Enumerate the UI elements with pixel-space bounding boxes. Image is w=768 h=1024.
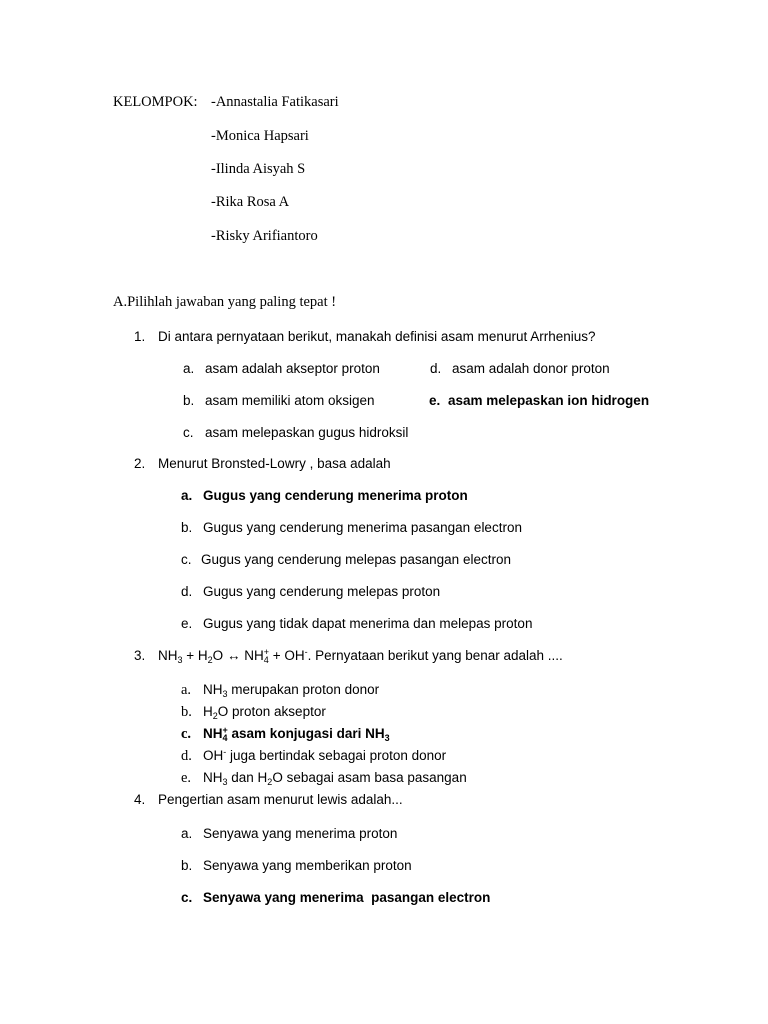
question-number: 2. — [134, 456, 146, 471]
option-letter: d. — [181, 748, 192, 764]
section-title: A.Pilihlah jawaban yang paling tepat ! — [113, 294, 337, 310]
group-member: -Rika Rosa A — [211, 194, 290, 210]
option-letter: c. — [183, 425, 194, 440]
question-text: Pengertian asam menurut lewis adalah... — [158, 792, 403, 807]
group-member: -Risky Arifiantoro — [211, 228, 318, 244]
option-text: asam melepaskan gugus hidroksil — [205, 425, 409, 440]
group-member: -Annastalia Fatikasari — [211, 94, 339, 110]
option-text: Gugus yang cenderung melepas pasangan electron — [201, 552, 511, 567]
option-letter-correct: c. — [181, 890, 193, 905]
option-letter: d. — [430, 361, 442, 376]
question-number: 4. — [134, 792, 146, 807]
option-text: Gugus yang cenderung menerima pasangan electron — [203, 520, 522, 535]
question-number: 1. — [134, 329, 146, 344]
option-text: asam adalah donor proton — [452, 361, 610, 376]
option-letter: a. — [183, 361, 195, 376]
option-letter-correct: a. — [181, 488, 193, 503]
option-letter: c. — [181, 552, 192, 567]
option-text-correct: $NH_4^+$ asam konjugasi dari $NH_3$ — [203, 725, 390, 743]
question-equation: $NH_3 + H_2O$ ↔ $NH_4^+ + OH^-$. Pernyataan berikut yang benar adalah .... — [158, 647, 563, 665]
option-letter-correct: c. — [181, 726, 192, 742]
option-text: OH- juga bertindak sebagai proton donor — [203, 747, 447, 763]
option-text: Senyawa yang memberikan proton — [203, 858, 412, 873]
option-text: $NH_3$ merupakan proton donor — [203, 682, 380, 699]
option-text-correct: Gugus yang cenderung menerima proton — [203, 488, 468, 503]
option-text: Senyawa yang menerima proton — [203, 826, 398, 841]
group-label: KELOMPOK: — [113, 94, 198, 110]
option-text-correct: asam melepaskan ion hidrogen — [448, 393, 650, 408]
option-letter: b. — [183, 393, 195, 408]
option-letter: a. — [181, 682, 192, 698]
option-letter: d. — [181, 584, 193, 599]
question-text: Di antara pernyataan berikut, manakah definisi asam menurut Arrhenius? — [158, 329, 596, 344]
option-text: Gugus yang tidak dapat menerima dan melepas proton — [203, 616, 533, 631]
option-text: $NH_3$ dan $H_2O$ sebagai asam basa pasangan — [203, 770, 467, 787]
option-text: asam adalah akseptor proton — [205, 361, 380, 376]
option-letter: b. — [181, 520, 193, 535]
double-arrow-icon: ↔ — [226, 648, 241, 663]
question-number: 3. — [134, 648, 146, 663]
option-letter: b. — [181, 704, 192, 720]
option-letter: b. — [181, 858, 193, 873]
option-text: $H_2O$ proton akseptor — [203, 704, 326, 721]
option-text: asam memiliki atom oksigen — [205, 393, 375, 408]
option-letter-correct: e. — [429, 393, 441, 408]
option-text-correct: Senyawa yang menerima pasangan electron — [203, 890, 491, 905]
group-member: -Ilinda Aisyah S — [211, 161, 306, 177]
option-letter: e. — [181, 616, 193, 631]
option-text: Gugus yang cenderung melepas proton — [203, 584, 441, 599]
question-text: Menurut Bronsted-Lowry , basa adalah — [158, 456, 391, 471]
option-letter: e. — [181, 770, 192, 786]
group-member: -Monica Hapsari — [211, 128, 309, 144]
option-letter: a. — [181, 826, 193, 841]
